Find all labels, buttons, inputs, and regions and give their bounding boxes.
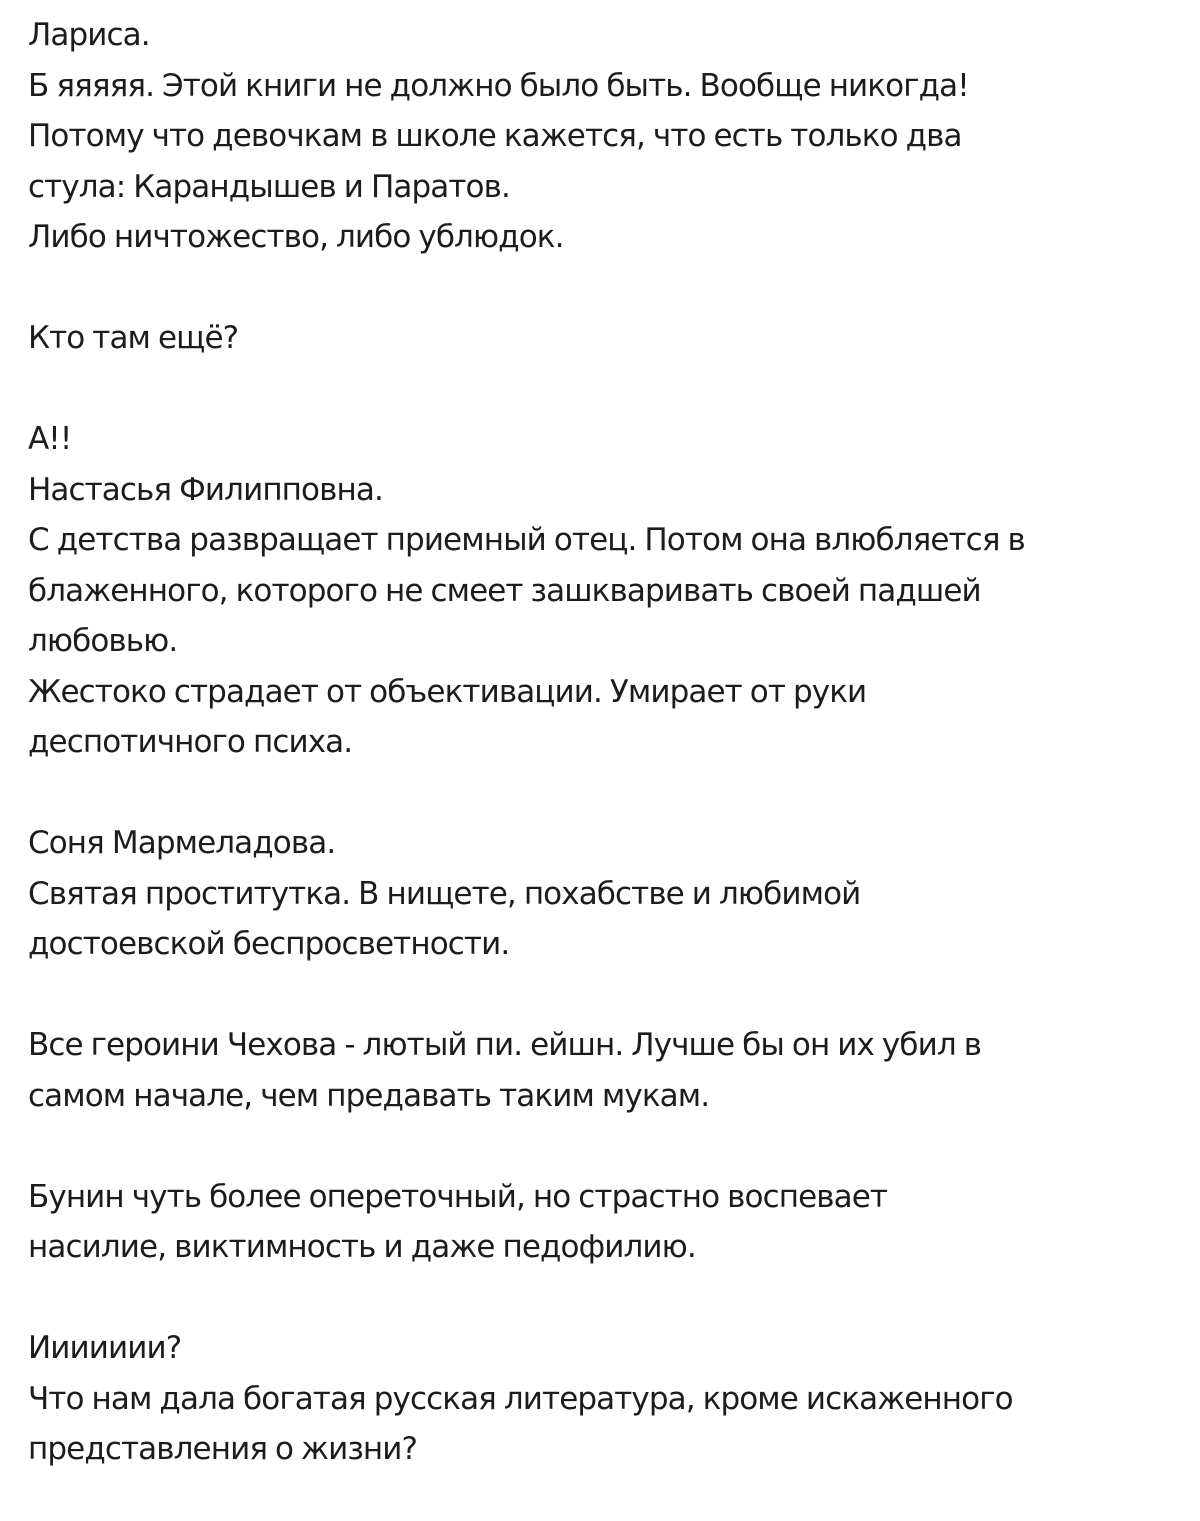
text-line: блаженного, которого не смеет зашкваривать своей падшей xyxy=(28,572,981,609)
text-line: Жестоко страдает от объективации. Умирает от руки xyxy=(28,673,867,710)
paragraph-gap xyxy=(28,768,1178,819)
text-line: Соня Мармеладова. xyxy=(28,825,336,861)
text-line: С детства развращает приемный отец. Потом она влюбляется в xyxy=(28,522,1025,558)
paragraph-gap xyxy=(28,1121,1178,1172)
text-line: Либо ничтожество, либо ублюдок. xyxy=(28,219,564,255)
paragraph-gap xyxy=(28,364,1178,415)
text-line: любовью. xyxy=(28,623,178,659)
text-line: Иииииии? xyxy=(28,1330,182,1366)
text-line: Что нам дала богатая русская литература, кроме искаженного xyxy=(28,1380,1013,1417)
text-line: Святая проститутка. В нищете, похабстве и любимой xyxy=(28,875,861,912)
text-line: Настасья Филипповна. xyxy=(28,471,383,508)
text-line: насилие, виктимность и даже педофилию. xyxy=(28,1229,696,1265)
text-line: самом начале, чем предавать таким мукам. xyxy=(28,1077,710,1114)
paragraph-gap xyxy=(28,970,1178,1021)
paragraph-gap xyxy=(28,263,1178,314)
text-line: Все героини Чехова - лютый пи. ейшн. Лучше бы он их убил в xyxy=(28,1027,982,1063)
text-line: достоевской беспросветности. xyxy=(28,926,510,962)
message-text xyxy=(28,10,1178,1475)
text-line: Бунин чуть более опереточный, но страстно воспевает xyxy=(28,1178,888,1215)
text-line: представления о жизни? xyxy=(28,1431,418,1467)
text-line: Кто там ещё? xyxy=(28,320,239,356)
text-line: Б яяяяя. Этой книги не должно было быть. Вообще никогда! xyxy=(28,67,969,104)
text-line: деспотичного психа. xyxy=(28,724,353,760)
paragraph-gap xyxy=(28,1273,1178,1324)
text-line: А!! xyxy=(28,421,72,457)
text-line: стула: Карандышев и Паратов. xyxy=(28,168,510,205)
text-line: Потому что девочкам в школе кажется, что есть только два xyxy=(28,118,962,154)
text-line: Лариса. xyxy=(28,17,150,53)
